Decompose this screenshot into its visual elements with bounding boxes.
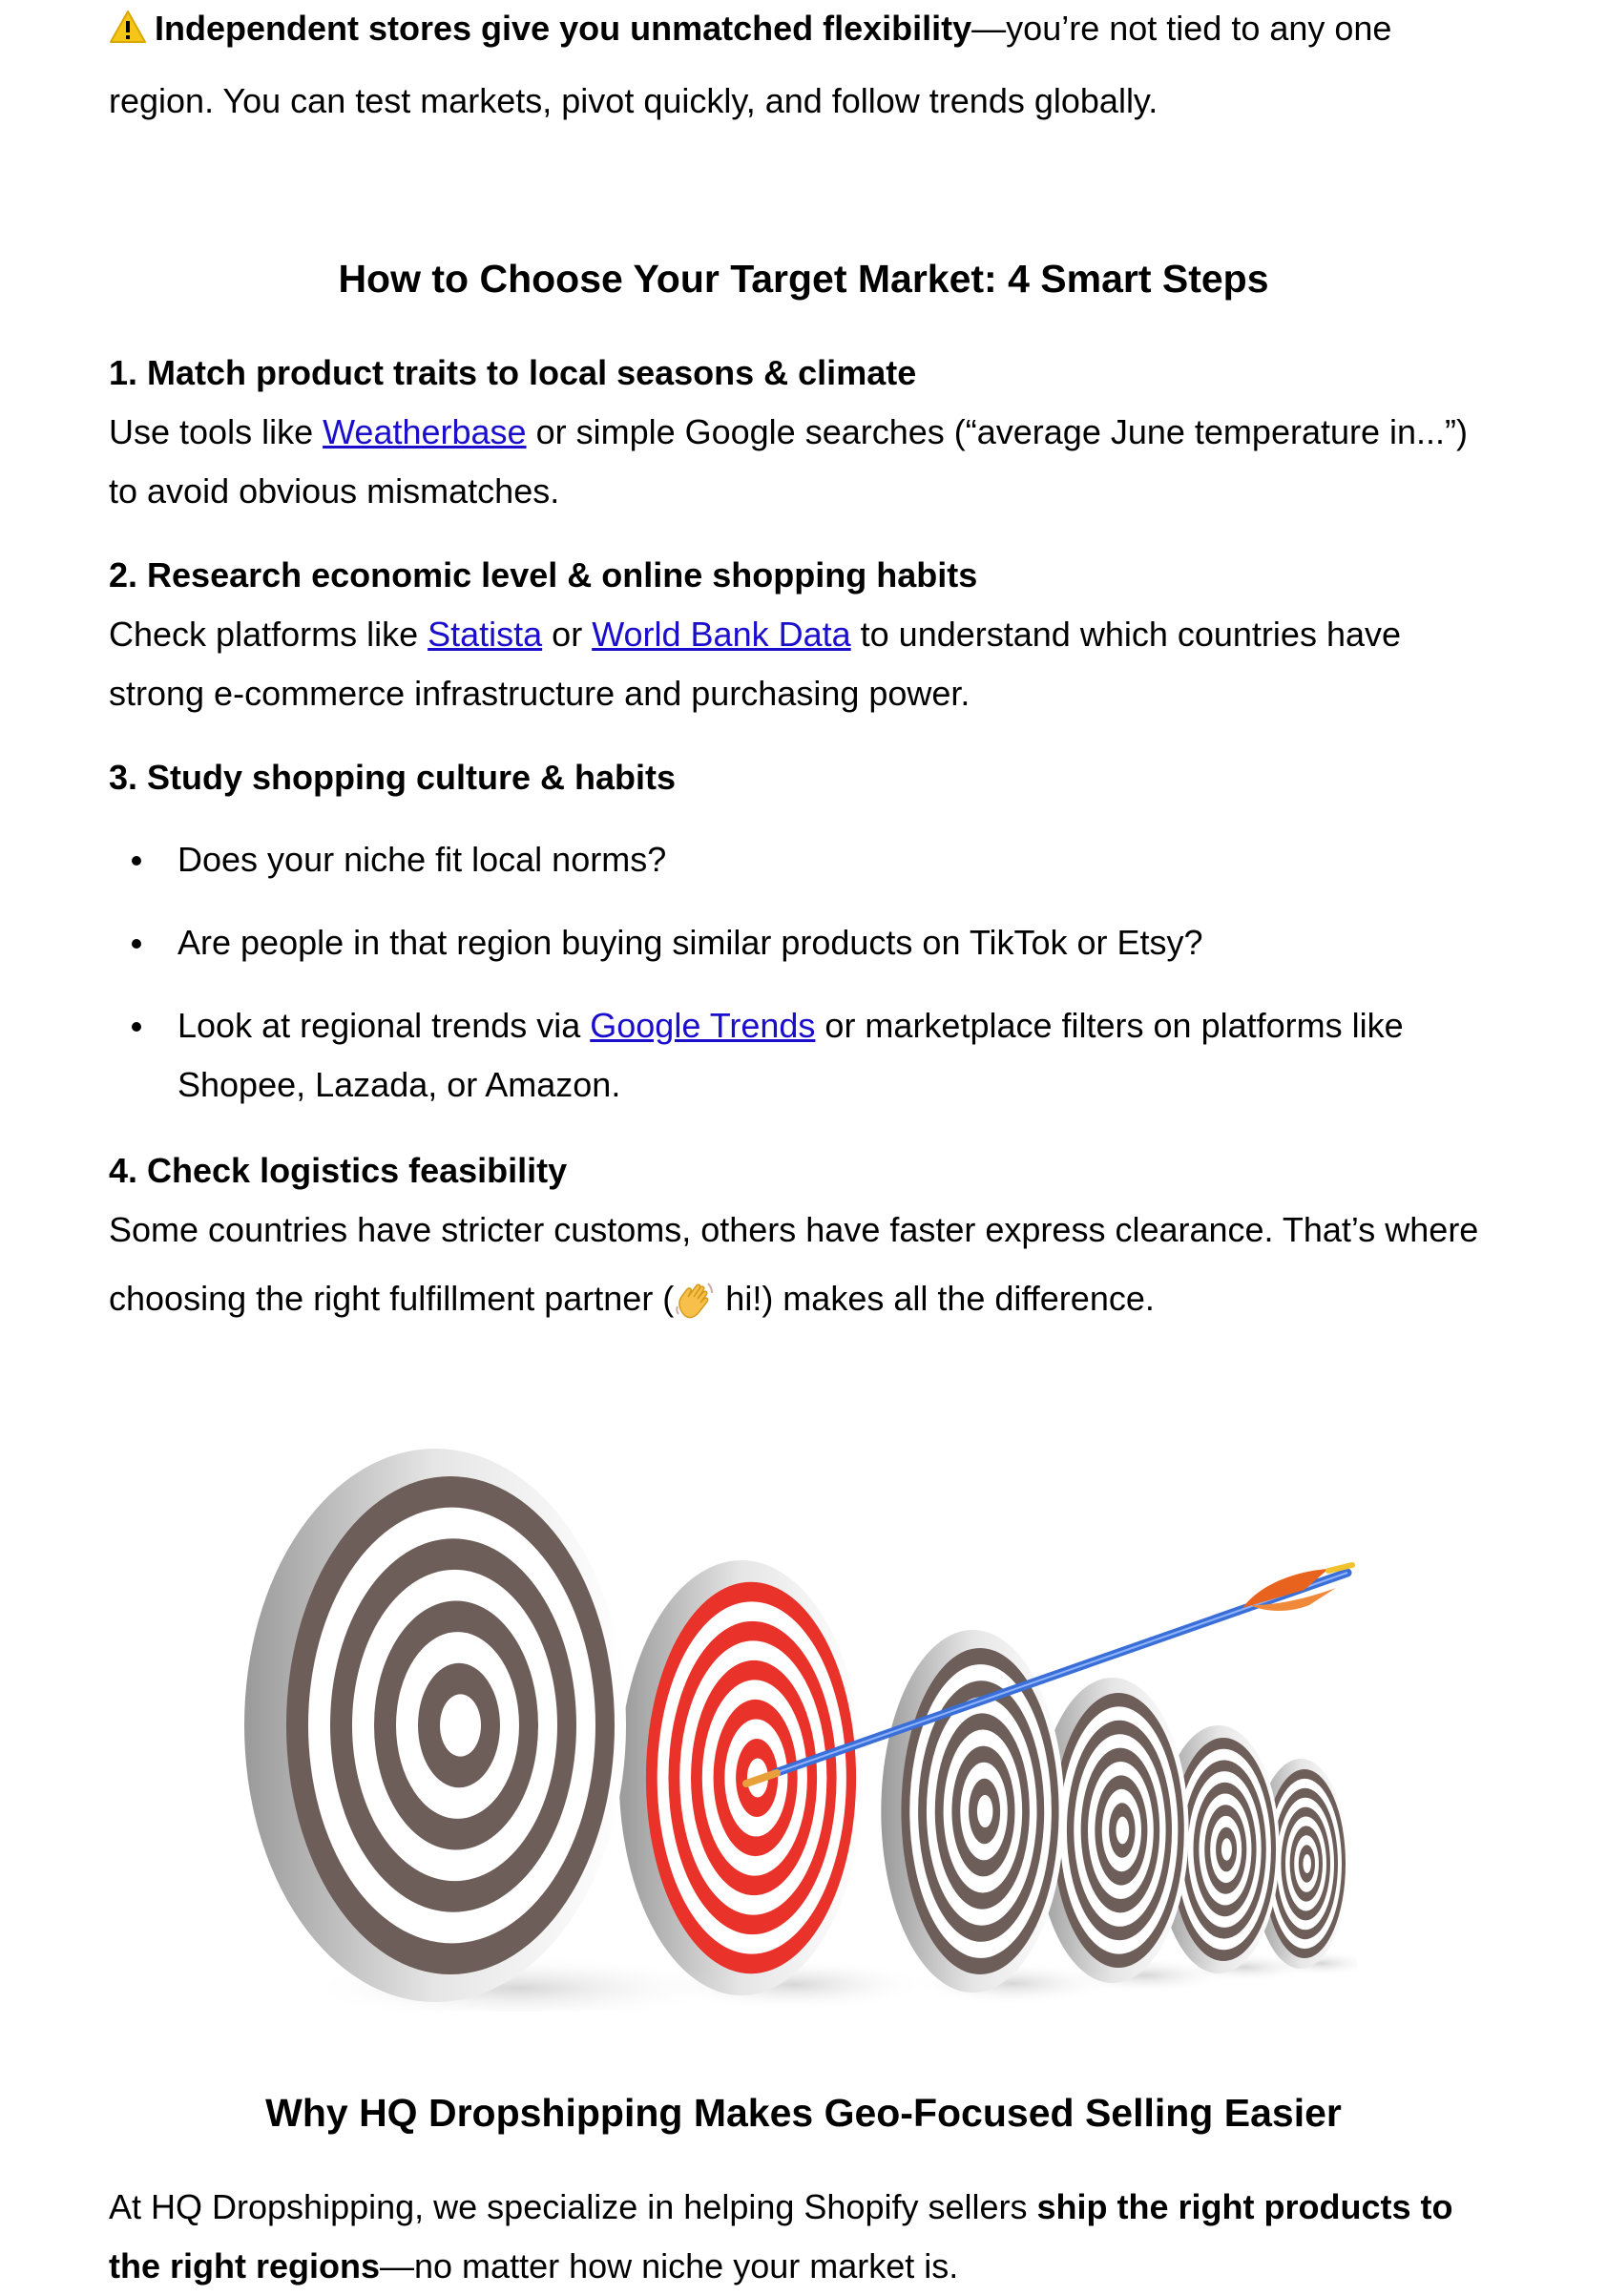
target-ring [977,1795,993,1827]
bullet-text-a: Look at regional trends via [177,1006,591,1045]
step4-heading: 4. Check logistics feasibility [109,1151,568,1190]
step2-text-line-1 [109,605,1401,664]
intro-line-2: region. You can test markets, pivot quickly, and follow trends globally. [109,81,1158,120]
bullet-dot [132,939,141,949]
section2-text-line-2 [109,2237,958,2296]
step1-text-b: or simple Google searches (“average June temperature in...”) [526,412,1469,451]
list-item [109,913,1498,972]
step2-text-line-2: strong e-commerce infrastructure and purchasing power. [109,674,970,713]
target-ring [1116,1817,1129,1845]
bullet-text-line-2: Shopee, Lazada, or Amazon. [177,1065,621,1104]
section2-text-a: At HQ Dropshipping, we specialize in helping Shopify sellers [109,2187,1037,2226]
targets-with-arrow-image [231,1401,1357,2012]
waving-hand-icon [674,1278,716,1320]
target-ring [1221,1838,1232,1860]
section2-text-line-1 [109,2178,1452,2237]
step2-heading: 2. Research economic level & online shopping habits [109,555,978,595]
step4-text-line-2 [109,1269,1155,1328]
bullet-text: Are people in that region buying similar products on TikTok or Etsy? [177,923,1203,962]
bullet-dot [132,856,141,866]
step4-text-a: choosing the right fulfillment partner ( [109,1279,675,1318]
step1-heading: 1. Match product traits to local seasons & climate [109,353,917,392]
bullet-text: Does your niche fit local norms? [177,840,667,879]
section-title-target-market: How to Choose Your Target Market: 4 Smart Steps [338,257,1269,301]
section2-bold-1: ship the right products to [1036,2187,1453,2226]
intro-rest: —you’re not tied to any one [971,9,1392,48]
step4-text-line-1: Some countries have stricter customs, others have faster express clearance. That’s where [109,1210,1479,1249]
google-trends-link[interactable]: Google Trends [590,1006,816,1045]
step1-text-a: Use tools like [109,412,323,451]
step2-text-b: or [542,615,593,654]
bullet-text-b: or marketplace filters on platforms like [815,1006,1404,1045]
target-ring [440,1694,481,1756]
step1-text-line-2: to avoid obvious mismatches. [109,471,560,511]
statista-link[interactable]: Statista [428,615,543,654]
list-item [109,830,1498,889]
step2-text-a: Check platforms like [109,615,428,654]
list-item [109,996,1498,1115]
section2-bold-2: the right regions [109,2246,381,2286]
step3-heading: 3. Study shopping culture & habits [109,758,677,797]
intro-bold: Independent stores give you unmatched flexibility [155,9,972,48]
section-title-hq-dropshipping: Why HQ Dropshipping Makes Geo-Focused Selling Easier [265,2091,1342,2135]
world-bank-data-link[interactable]: World Bank Data [592,615,851,654]
warning-icon [109,10,147,44]
step2-text-c: to understand which countries have [850,615,1402,654]
bullet-dot [132,1022,141,1032]
target-ring [1303,1854,1311,1873]
intro-line-1 [109,0,1391,65]
target-board-2 [619,1560,929,2011]
step1-text-line-1 [109,403,1468,462]
step3-bullet-list [109,830,1498,1115]
step4-text-b: hi!) makes all the difference. [716,1279,1155,1318]
section2-text-b: —no matter how niche your market is. [380,2246,959,2286]
weatherbase-link[interactable]: Weatherbase [323,412,527,451]
targets-group [244,1449,1357,2012]
